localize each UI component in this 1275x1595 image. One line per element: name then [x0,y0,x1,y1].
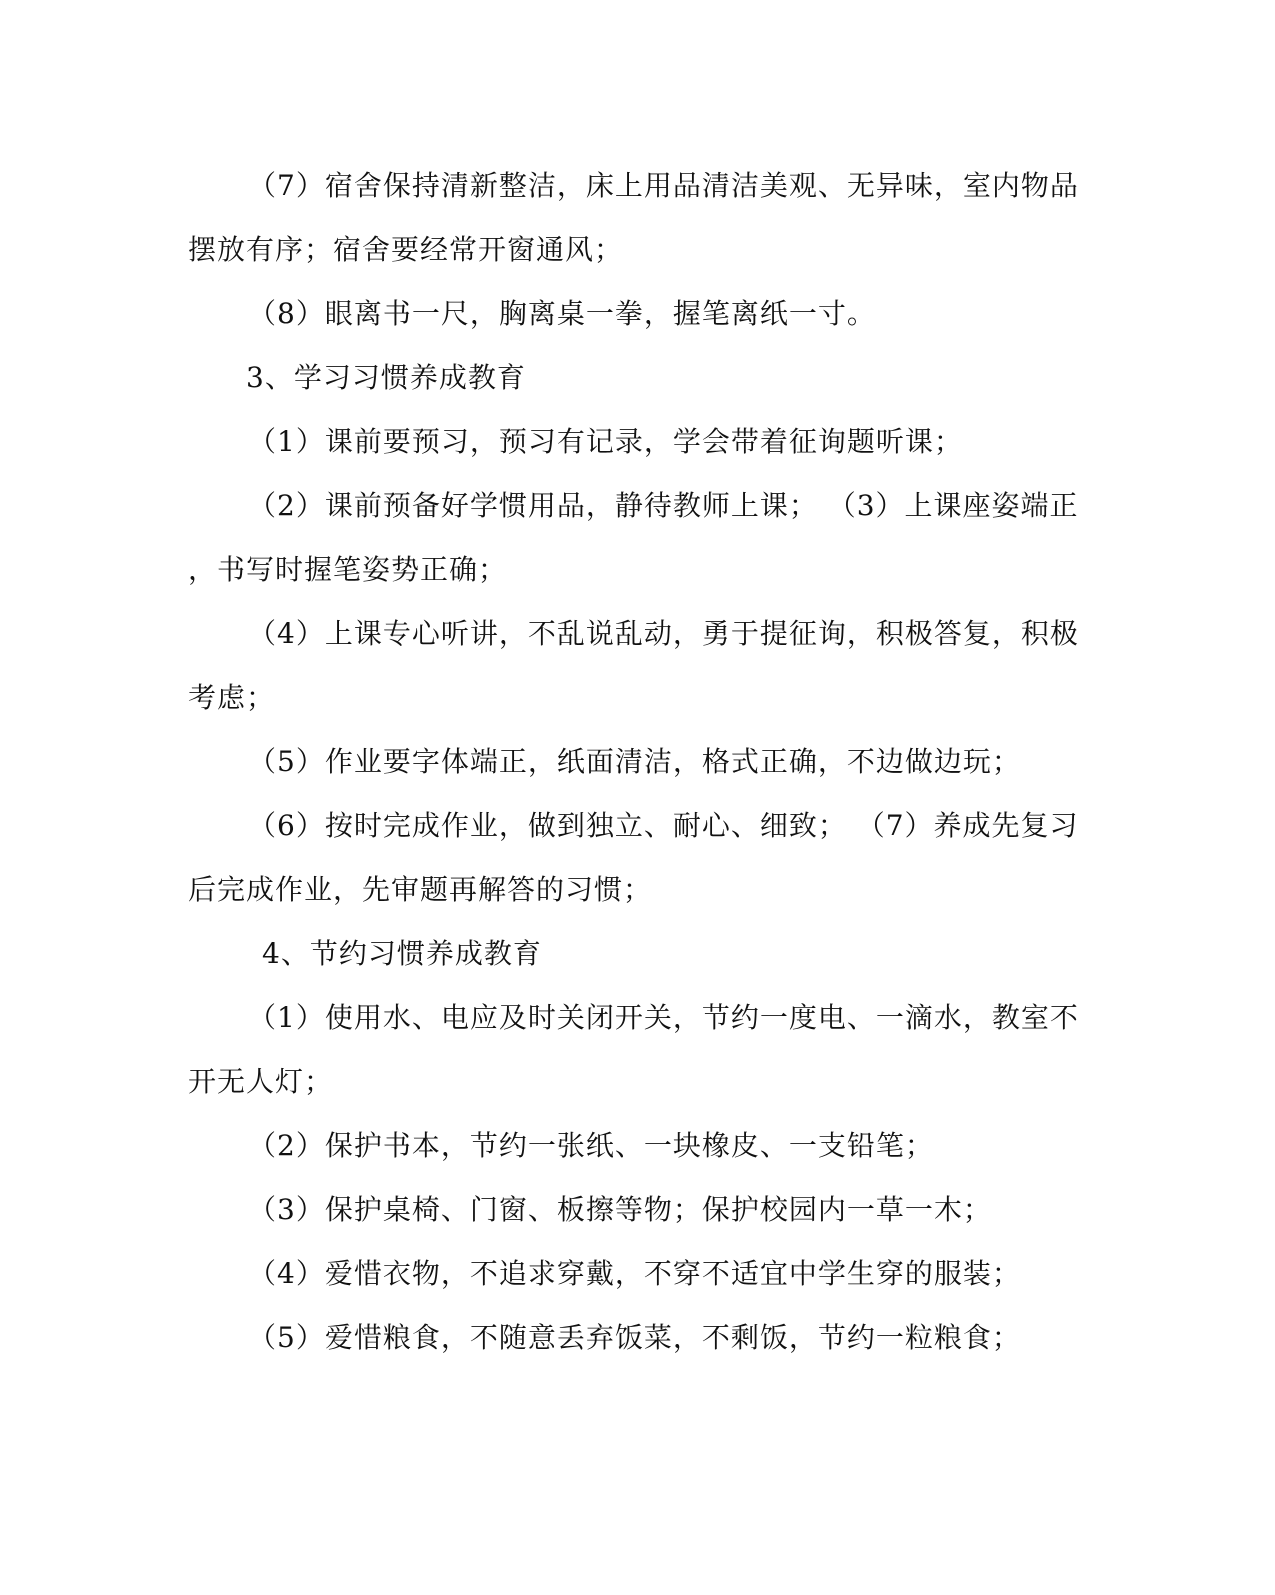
paragraph-line: （1）使用水、电应及时关闭开关，节约一度电、一滴水，教室不 [248,1001,1079,1034]
paragraph-line: （5）作业要字体端正，纸面清洁，格式正确，不边做边玩； [248,745,1021,778]
paragraph-line: （2）课前预备好学惯用品，静待教师上课； （3）上课座姿端正 [248,489,1079,522]
paragraph-line: ，书写时握笔姿势正确； [188,553,508,586]
paragraph-line: 考虑； [188,681,276,714]
section-heading: 3、学习习惯养成教育 [246,361,526,394]
paragraph-line: （2）保护书本，节约一张纸、一块橡皮、一支铅笔； [248,1129,934,1162]
paragraph-line: （4）爱惜衣物，不追求穿戴，不穿不适宜中学生穿的服装； [248,1257,1021,1290]
paragraph-line: （3）保护桌椅、门窗、板擦等物；保护校园内一草一木； [248,1193,992,1226]
paragraph-line: （7）宿舍保持清新整洁，床上用品清洁美观、无异味，室内物品 [248,169,1079,202]
paragraph-line: （5）爱惜粮食，不随意丢弃饭菜，不剩饭，节约一粒粮食； [248,1321,1021,1354]
paragraph-line: （6）按时完成作业，做到独立、耐心、细致； （7）养成先复习 [248,809,1079,842]
section-heading: 4、节约习惯养成教育 [262,937,542,970]
paragraph-line: 摆放有序；宿舍要经常开窗通风； [188,233,624,266]
paragraph-line: （8）眼离书一尺，胸离桌一拳，握笔离纸一寸。 [248,297,876,330]
paragraph-line: 开无人灯； [188,1065,334,1098]
paragraph-line: （1）课前要预习，预习有记录，学会带着征询题听课； [248,425,963,458]
paragraph-line: （4）上课专心听讲，不乱说乱动，勇于提征询，积极答复，积极 [248,617,1079,650]
paragraph-line: 后完成作业，先审题再解答的习惯； [188,873,653,906]
